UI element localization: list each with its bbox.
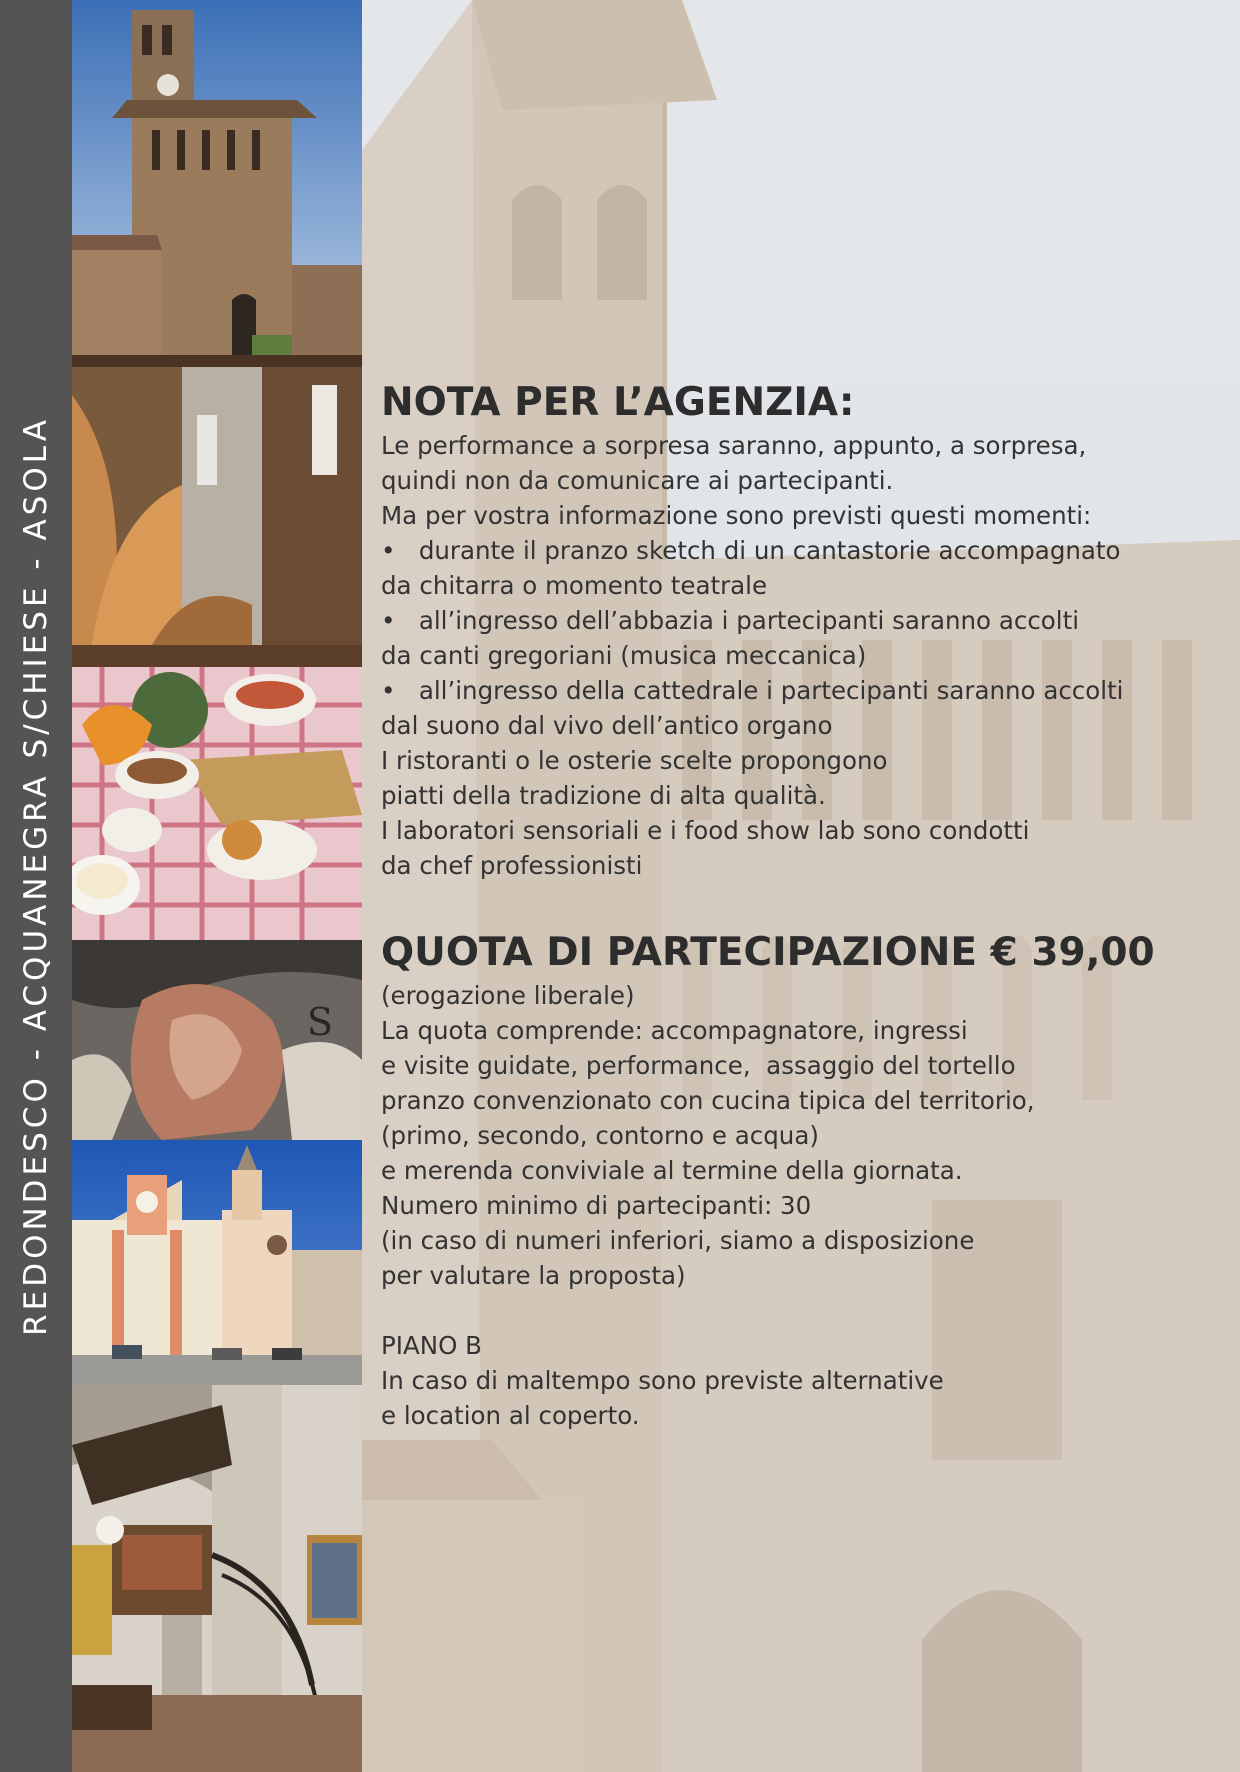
tower-interior-photo-icon	[72, 355, 362, 645]
nota-bullet-item: • durante il pranzo sketch di un cantastorie accompagnato	[381, 536, 1121, 565]
nota-intro-line: Ma per vostra informazione sono previsti questi momenti:	[381, 501, 1092, 530]
nota-intro-line: quindi non da comunicare ai partecipanti.	[381, 466, 894, 495]
nota-bullet-item: • all’ingresso della cattedrale i partecipanti saranno accolti	[381, 676, 1124, 705]
piano-b-line: e location al coperto.	[381, 1401, 640, 1430]
quota-heading: QUOTA DI PARTECIPAZIONE € 39,00	[381, 930, 1155, 975]
photo-column	[72, 0, 362, 1772]
side-band	[0, 0, 72, 1772]
piano-b-title: PIANO B	[381, 1331, 482, 1360]
side-title: REDONDESCO - ACQUANEGRA S/CHIESE - ASOLA	[18, 416, 54, 1336]
quota-line: (in caso di numeri inferiori, siamo a disposizione	[381, 1226, 975, 1255]
nota-bullet-continuation: da canti gregoriani (musica meccanica)	[381, 641, 867, 670]
quota-line: La quota comprende: accompagnatore, ingressi	[381, 1016, 968, 1045]
nota-outro-line: I laboratori sensoriali e i food show lab sono condotti	[381, 816, 1030, 845]
nota-outro-line: I ristoranti o le osterie scelte propongono	[381, 746, 888, 775]
church-pulpit-photo-icon	[72, 1385, 362, 1772]
svg-text:S: S	[307, 1000, 334, 1044]
nota-bullet-continuation: dal suono dal vivo dell’antico organo	[381, 711, 833, 740]
nota-outro-line: piatti della tradizione di alta qualità.	[381, 781, 826, 810]
quota-line: (erogazione liberale)	[381, 981, 635, 1010]
nota-bullet-item: • all’ingresso dell’abbazia i partecipanti saranno accolti	[381, 606, 1079, 635]
piano-b-line: In caso di maltempo sono previste alternative	[381, 1366, 944, 1395]
nota-outro-line: da chef professionisti	[381, 851, 643, 880]
mosaic-photo-icon	[72, 940, 362, 1140]
section-spacer	[381, 883, 1221, 928]
quota-line: e merenda conviviale al termine della giornata.	[381, 1156, 963, 1185]
quota-line: (primo, secondo, contorno e acqua)	[381, 1121, 819, 1150]
content-area	[381, 378, 1221, 1433]
quota-line: pranzo convenzionato con cucina tipica del territorio,	[381, 1086, 1035, 1115]
quota-line: e visite guidate, performance, assaggio del tortello	[381, 1051, 1016, 1080]
quota-line: Numero minimo di partecipanti: 30	[381, 1191, 812, 1220]
nota-heading: NOTA PER L’AGENZIA:	[381, 380, 855, 425]
castle-tower-photo-icon	[72, 0, 362, 355]
quota-line: per valutare la proposta)	[381, 1261, 686, 1290]
cathedral-facade-photo-icon	[72, 1140, 362, 1385]
nota-bullet-continuation: da chitarra o momento teatrale	[381, 571, 768, 600]
food-table-photo-icon	[72, 645, 362, 940]
nota-intro-line: Le performance a sorpresa saranno, appunto, a sorpresa,	[381, 431, 1087, 460]
section-spacer	[381, 1293, 1221, 1328]
